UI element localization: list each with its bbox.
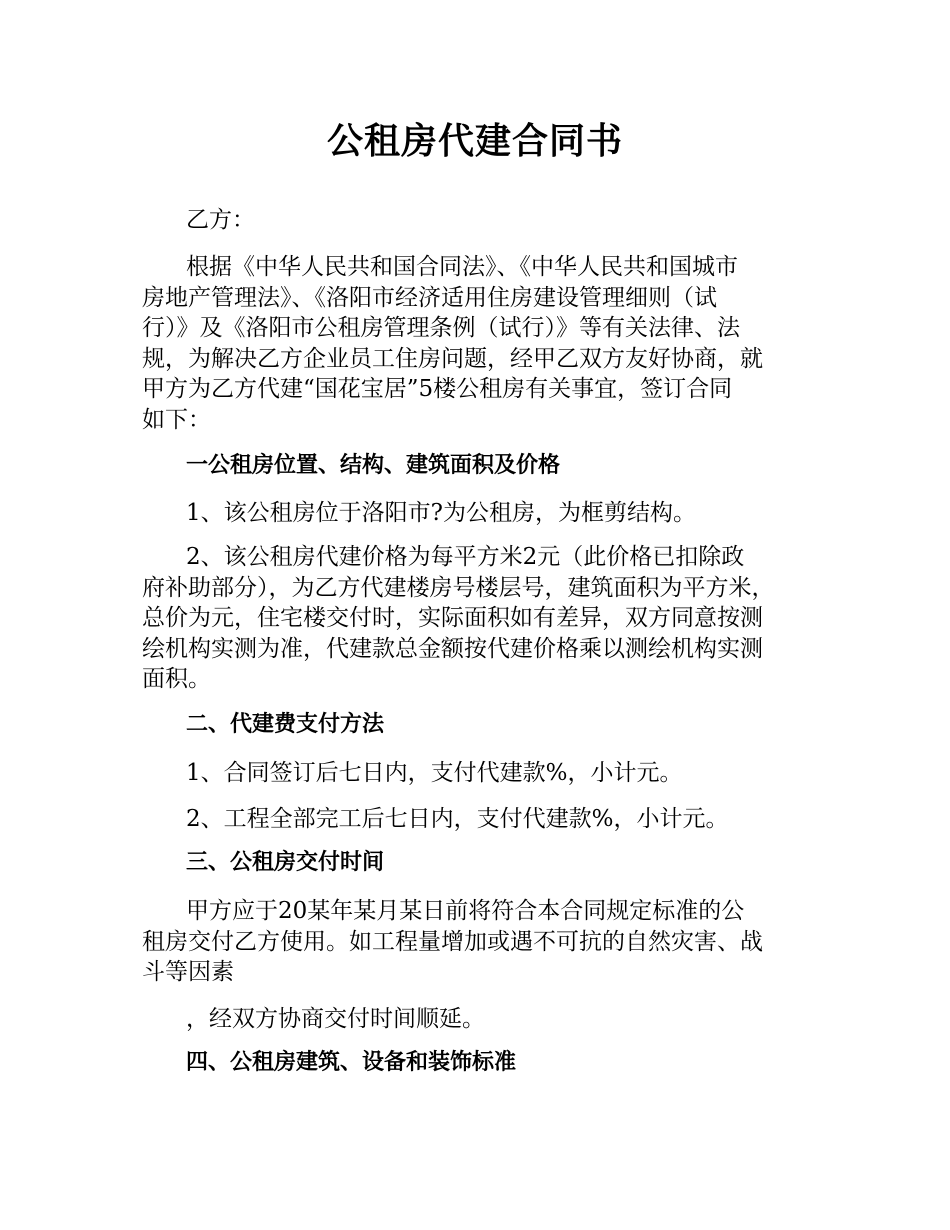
paragraph-line: 甲方为乙方代建“国花宝居”5楼公租房有关事宜，签订合同	[142, 376, 733, 402]
paragraph-line: 如下：	[142, 406, 211, 433]
section1-item2	[142, 542, 812, 695]
intro-paragraph	[142, 252, 812, 435]
paragraph-line: 1、合同签订后七日内，支付代建款%，小计元。	[186, 760, 683, 786]
section1-item1	[142, 498, 812, 529]
paragraph-line: 甲方应于20某年某月某日前将符合本合同规定标准的公	[186, 898, 745, 924]
paragraph-line: 2、该公租房代建价格为每平方米2元（此价格已扣除政	[186, 544, 745, 570]
section3-paragraph	[142, 896, 812, 988]
section-heading-1: 一公租房位置、结构、建筑面积及价格	[186, 453, 561, 478]
paragraph-line: 面积。	[142, 666, 211, 692]
paragraph-line: 府补助部分），为乙方代建楼房号楼层号，建筑面积为平方米，	[142, 574, 775, 601]
section-heading-4: 四、公租房建筑、设备和装饰标准	[186, 1050, 517, 1075]
paragraph-line: 规，为解决乙方企业员工住房问题，经甲乙双方友好协商，就	[142, 345, 763, 372]
paragraph-line: 租房交付乙方使用。如工程量增加或遇不可抗的自然灾害、战	[142, 928, 763, 955]
paragraph-line: ，经双方协商交付时间顺延。	[186, 1006, 485, 1032]
paragraph-line: 房地产管理法》、《洛阳市经济适用住房建设管理细则（试	[142, 284, 717, 311]
paragraph-line: 1、该公租房位于洛阳市?为公租房，为框剪结构。	[186, 500, 696, 526]
section2-item2	[142, 804, 812, 835]
paragraph-line: 斗等因素	[142, 959, 234, 985]
section-heading-2: 二、代建费支付方法	[186, 712, 385, 737]
paragraph-line: 根据《中华人民共和国合同法》、《中华人民共和国城市	[186, 254, 738, 280]
paragraph-line: 行）》及《洛阳市公租房管理条例（试行）》等有关法律、法	[142, 315, 740, 341]
paragraph-line: 总价为元，住宅楼交付时，实际面积如有差异，双方同意按测	[142, 605, 763, 631]
party-b-label: 乙方：	[186, 207, 255, 233]
section-heading-3: 三、公租房交付时间	[186, 850, 385, 875]
document-title: 公租房代建合同书	[326, 121, 623, 162]
party-b-line	[142, 205, 812, 236]
section2-item1	[142, 758, 812, 789]
section3-paragraph-continued	[142, 1004, 812, 1035]
paragraph-line: 2、工程全部完工后七日内，支付代建款%，小计元。	[186, 806, 729, 832]
paragraph-line: 绘机构实测为准，代建款总金额按代建价格乘以测绘机构实测	[142, 635, 763, 662]
